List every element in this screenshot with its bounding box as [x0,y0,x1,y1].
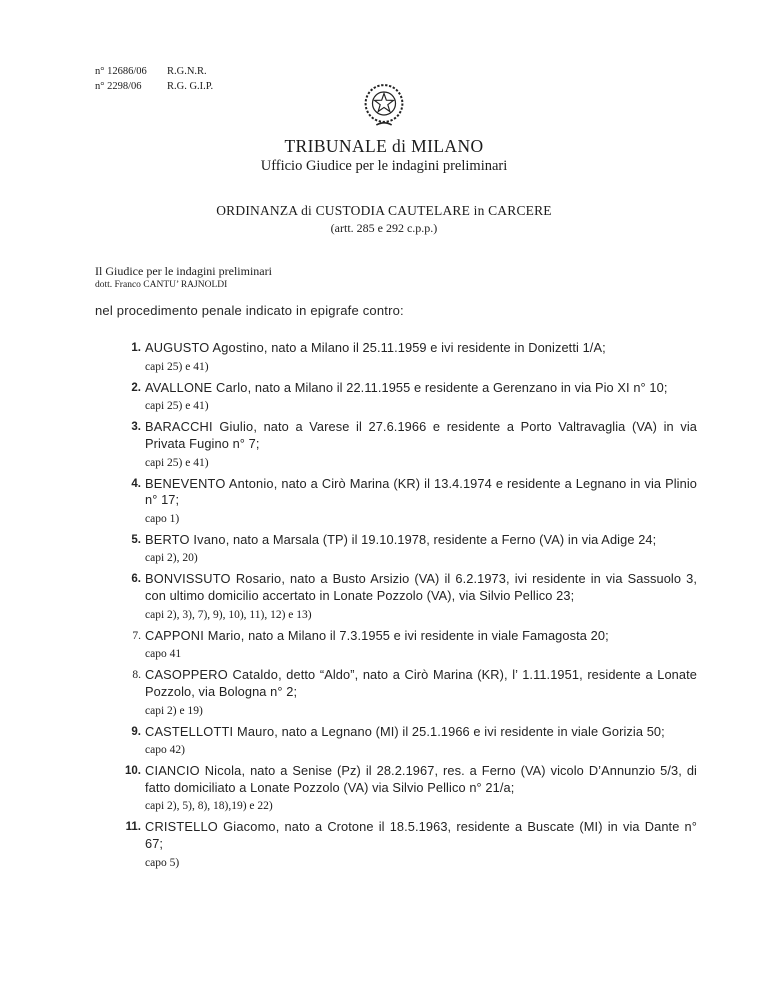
defendant-details: , nato a Milano il 22.11.1955 e residente a Gerenzano in via Pio XI n° 10; [247,379,668,395]
defendant-text [123,476,697,509]
defendant-text [123,380,697,397]
case-ref-label: R.G.N.R. [167,66,207,77]
intro-sentence: nel procedimento penale indicato in epigrafe contro: [95,303,404,318]
defendant-name: BARACCHI Giulio [145,419,254,435]
defendant-text [123,763,697,796]
defendant-number: 8. [132,669,141,682]
defendant-text [123,532,697,549]
defendant-details: , nato a Crotone il 18.5.1963, residente a Buscate (MI) in via Dante n° 67; [145,819,697,851]
defendant-text [123,667,697,700]
defendant-charges: capi 2), 5), 8), 18),19) e 22) [145,800,273,813]
case-ref-label: R.G. G.I.P. [167,81,214,93]
judge-role: Il Giudice per le indagini preliminari [95,264,272,278]
defendant-text [123,724,697,741]
defendant-number: 4. [131,477,141,490]
defendant-charges: capo 41 [145,648,182,661]
italian-republic-emblem-icon [361,80,407,130]
defendant-number: 5. [131,533,141,546]
defendant-entry [123,532,697,565]
order-subtitle: (artt. 285 e 292 c.p.p.) [330,221,438,235]
defendant-number: 10. [125,765,141,778]
defendant-name: BENEVENTO Antonio [145,475,274,491]
court-office: Ufficio Giudice per le indagini preliminari [260,158,508,174]
defendants-list [123,340,697,876]
defendant-name: CAPPONI Mario [145,627,241,643]
defendant-charges: capo 1) [145,512,180,525]
defendant-charges: capo 42) [145,744,185,757]
defendant-name: CASOPPERO Cataldo [145,667,279,683]
defendant-number: 3. [131,421,141,434]
defendant-text [123,819,697,852]
defendant-charges: capo 5) [145,856,180,869]
defendant-entry [123,476,697,525]
defendant-name: AVALLONE Carlo [145,379,248,395]
defendant-entry [123,380,697,413]
case-ref-number: n° 2298/06 [95,81,142,93]
defendant-number: 9. [131,725,141,738]
defendant-name: CASTELLOTTI Mauro [145,723,275,739]
court-title: TRIBUNALE di MILANO [284,136,484,156]
defendant-number: 1. [131,342,141,354]
emblem-wrap [0,80,768,135]
defendant-charges: capi 2), 20) [145,552,198,565]
defendant-entry [123,724,697,757]
defendant-charges: capi 2) e 19) [145,704,203,717]
defendant-entry [123,419,697,468]
defendant-charges: capi 25) e 41) [145,456,209,469]
defendant-text [123,628,697,645]
defendant-details: , nato a Legnano (MI) il 25.1.1966 e ivi residente in viale Gorizia 50; [274,723,665,739]
order-title: ORDINANZA di CUSTODIA CAUTELARE in CARCERE [216,203,552,218]
defendant-text [123,571,697,604]
defendant-charges: capi 25) e 41) [145,360,209,373]
defendant-entry [123,763,697,812]
defendant-number: 7. [132,629,141,642]
case-ref-row [95,64,213,79]
defendant-charges: capi 25) e 41) [145,400,209,413]
defendant-details: , nato a Senise (Pz) il 28.2.1967, res. a Ferno (VA) vicolo D’Annunzio 5/3, di fatto domiciliato a Lonate Pozzolo (VA) via Silvio Pellico n° 21/a; [145,763,697,795]
defendant-details: , nato a Busto Arsizio (VA) il 6.2.1973, ivi residente in via Sassuolo 3, con ultimo domicilio accertato in Lonate Pozzolo (VA), via Silvio Pellico 23; [145,571,697,603]
defendant-number: 2. [131,381,141,394]
defendant-text [123,340,697,357]
defendant-entry [123,628,697,661]
defendant-details: , nato a Milano il 25.11.1959 e ivi residente in Donizetti 1/A; [263,340,606,355]
defendant-entry [123,819,697,868]
defendant-name: CRISTELLO Giacomo [145,819,276,835]
defendant-entry [123,340,697,373]
defendant-number: 6. [131,573,141,586]
defendant-details: , nato a Varese il 27.6.1966 e residente a Porto Valtravaglia (VA) in via Privata Fugino n° 7; [145,419,697,451]
defendant-details: , nato a Marsala (TP) il 19.10.1978, residente a Ferno (VA) in via Adige 24; [225,531,657,547]
defendant-name: BONVISSUTO Rosario [145,571,282,587]
defendant-entry [123,667,697,716]
defendant-details: , nato a Milano il 7.3.1955 e ivi residente in viale Famagosta 20; [240,627,609,643]
defendant-entry [123,571,697,620]
defendant-details: , detto “Aldo”, nato a Cirò Marina (KR), l’ 1.11.1951, residente a Lonate Pozzolo, via Bologna n° 2; [145,667,697,699]
defendant-charges: capi 2), 3), 7), 9), 10), 11), 12) e 13) [145,608,312,621]
judge-name: dott. Franco CANTU’ RAJNOLDI [95,280,228,290]
defendant-text [123,419,697,452]
defendant-details: , nato a Cirò Marina (KR) il 13.4.1974 e residente a Legnano in via Plinio n° 17; [145,475,698,508]
defendant-name: BERTO Ivano [145,531,226,547]
defendant-number: 11. [125,821,141,834]
defendant-name: CIANCIO Nicola [145,763,242,779]
defendant-name: AUGUSTO Agostino [145,340,264,355]
case-ref-number: n° 12686/06 [95,66,147,77]
